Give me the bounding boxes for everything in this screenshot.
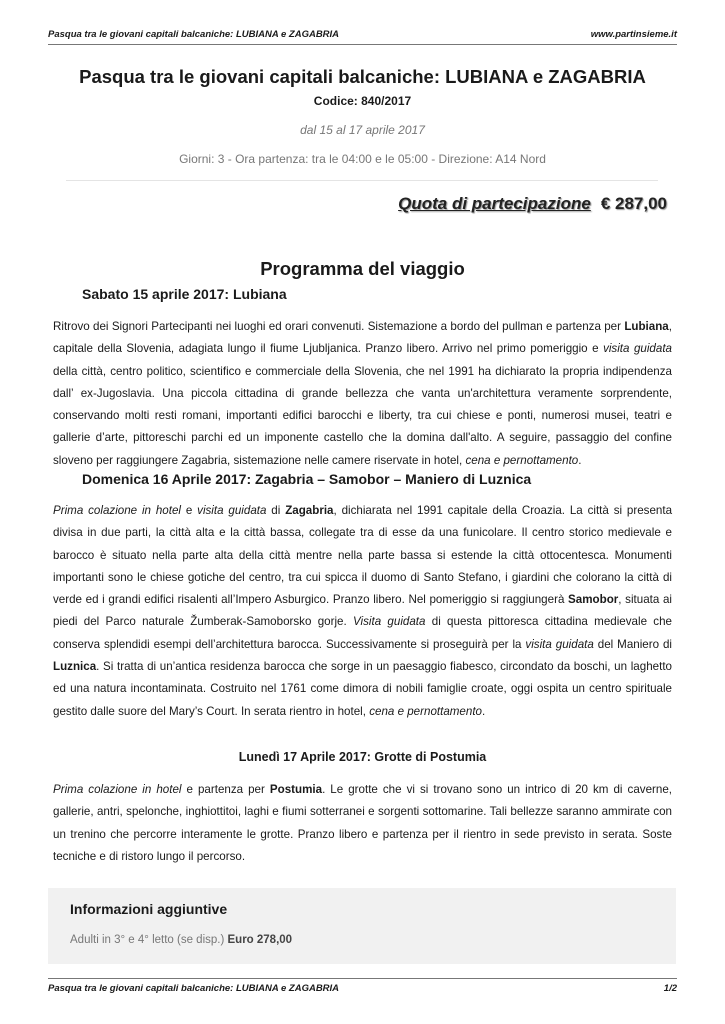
text-segment: cena e pernottamento [369,704,482,718]
trip-info: Giorni: 3 - Ora partenza: tra le 04:00 e le 05:00 - Direzione: A14 Nord [179,152,546,166]
text-segment: Visita guidata [353,615,426,629]
header-title: Pasqua tra le giovani capitali balcaniche: LUBIANA e ZAGABRIA [48,29,340,40]
text-segment: , capitale della Slovenia, adagiata lungo il fiume Ljubljanica. Pranzo libero. Arrivo nel primo pomeriggio e [53,320,672,356]
text-segment: . Si tratta di un’antica residenza barocca che sorge in un paesaggio fiabesco, circondato da boschi, un laghetto ed una natura incontaminata. Costruito nel 1761 come dimora di nobili famiglie croate, oggi ospita un centro spirituale gestito dalle suore del Mary’s Court. In serata rientro in hotel, [53,660,672,718]
text-segment: della città, centro politico, scientifico e commerciale della Slovenia, che nel 1991 ha dichiarato la propria indipendenza dall’ ex-Jugoslavia. Una piccola cittadina di grande bellezza che vanta un'architettura veramente sorprendente, conservando molti resti romani, importanti edifici barocchi e liberty, tra cui chiese e ponti, numerosi musei, teatri e gallerie d’arte, pittoreschi parchi ed un imponente castello che la domina dall'alto. A seguire, passaggio del confine sloveno per raggiungere Zagabria, sistemazione nelle camere riservate in hotel, [53,364,672,467]
text-segment: , dichiarata nel 1991 capitale della Croazia. La città si presenta divisa in due parti, la città alta e la città bassa, collegate tra di esse da una funicolare. Il centro storico medievale e barocco è situato nella parte alta della città mentre nella parte bassa si estende la città ottocentesca. Monumenti importanti sono le chiese gotiche del centro, tra cui spicca il duomo di Santo Stefano, i giardini che colorano la città di verde ed i grandi edifici risalenti all’Impero Asburgico. Pranzo libero. Nel pomeriggio si raggiungerà [53,504,673,607]
day-2-description [53,500,672,723]
document-title: Pasqua tra le giovani capitali balcaniche: LUBIANA e ZAGABRIA [79,66,646,87]
text-segment: Prima colazione in hotel [53,504,181,517]
price-quote [398,194,667,214]
divider [66,180,658,181]
text-segment: Postumia [269,783,323,796]
extra-text: Adulti in 3° e 4° letto (se disp.) [70,934,228,946]
day-1-description [53,316,672,472]
extra-price: Euro 278,00 [227,934,293,946]
header-website-link[interactable]: www.partinsieme.it [590,29,677,40]
text-segment: di questa pittoresca cittadina medievale che conserva splendidi esempi dell’architettura barocca. Successivamente si proseguirà per la [53,615,672,651]
text-segment: di [266,504,286,517]
additional-info-text [70,934,292,946]
text-segment: visita guidata [603,342,673,356]
page-footer [48,978,677,993]
day-3-title: Lunedì 17 Aprile 2017: Grotte di Postumia [238,750,487,764]
day-3-description [53,779,672,868]
additional-info-title: Informazioni aggiuntive [70,901,228,917]
text-segment: cena e pernottamento [465,453,579,467]
text-segment: . [578,453,582,467]
day-2-title: Domenica 16 Aprile 2017: Zagabria – Samobor – Maniero di Luznica [82,471,532,487]
quote-price: € 287,00 [600,194,667,213]
text-segment: , situata ai piedi del Parco naturale Žumberak-Samoborsko gorje. [53,593,672,629]
additional-info-box [48,888,676,964]
text-segment: . [482,704,486,718]
text-segment: Lubiana [624,320,669,333]
text-segment: e [180,504,198,517]
text-segment: visita guidata [197,504,267,517]
text-segment: Samobor [568,593,619,607]
text-segment: del Maniero di [593,637,672,651]
footer-title: Pasqua tra le giovani capitali balcaniche: LUBIANA e ZAGABRIA [48,983,340,994]
text-segment: e partenza per [181,783,270,796]
trip-code: Codice: 840/2017 [313,94,412,108]
trip-dates: dal 15 al 17 aprile 2017 [300,123,425,137]
day-1-title: Sabato 15 aprile 2017: Lubiana [82,286,287,302]
program-heading: Programma del viaggio [260,258,465,279]
text-segment: . Le grotte che vi si trovano sono un intrico di 20 km di caverne, gallerie, antri, spelonche, inghiottitoi, laghi e fiumi sotterranei e sorgenti sottomarine. Tali bellezze saranno ammirate con un trenino che percorre interamente le grotte. Pranzo libero e partenza per il rientro in sede previsto in serata. Soste tecniche e di ristoro lungo il percorso. [53,783,672,863]
page-number: 1/2 [663,983,677,994]
text-segment: Zagabria [285,504,334,517]
quote-label: Quota di partecipazione [398,194,591,213]
text-segment: visita guidata [525,637,594,651]
text-segment: Ritrovo dei Signori Partecipanti nei luoghi ed orari convenuti. Sistemazione a bordo del pullman e partenza per [53,320,625,333]
page-header [48,28,677,45]
text-segment: Prima colazione in hotel [53,783,182,796]
text-segment: Luznica [53,660,97,674]
